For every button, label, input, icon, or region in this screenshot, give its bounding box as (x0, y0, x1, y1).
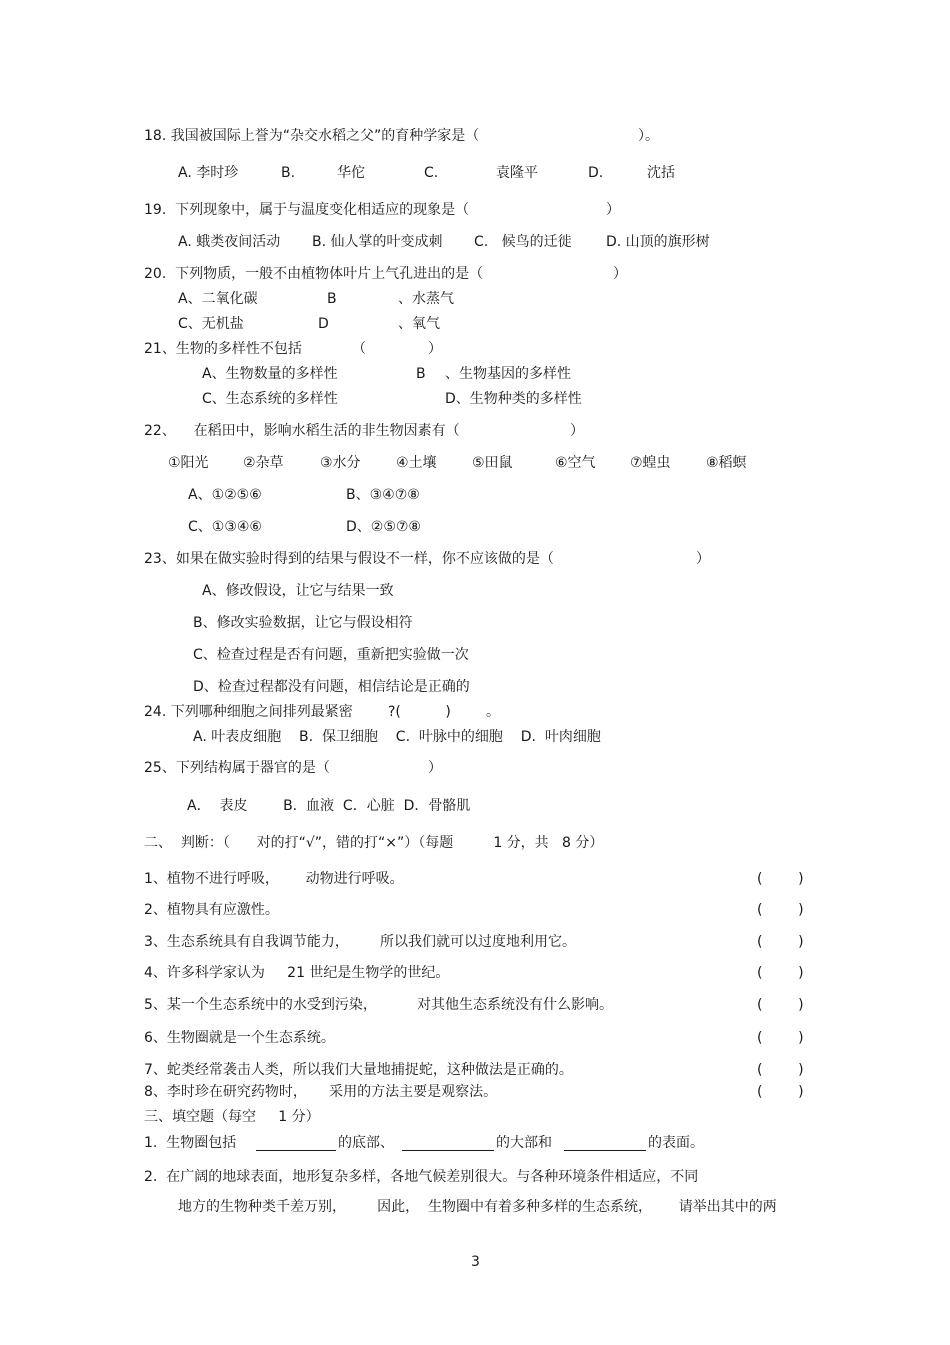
q22-option-c: C、①③④⑥ (188, 519, 262, 535)
q21-option-b-key: B (416, 366, 426, 382)
q23-option-b: B、修改实验数据，让它与假设相符 (193, 615, 413, 631)
q18-option-a: A. 李时珍 (178, 165, 239, 181)
q19-option-d: D. 山顶的旗形树 (606, 234, 710, 250)
q23-option-d: D、检查过程都没有问题，相信结论是正确的 (193, 679, 470, 695)
judge-answer-paren: ( ) (757, 1030, 804, 1046)
fill-q1-part-4: 的表面。 (648, 1135, 704, 1151)
q22-item: ③水分 (320, 455, 361, 471)
q23-option-a: A、修改假设，让它与结果一致 (202, 583, 394, 599)
q18-option-d-key: D. (588, 165, 604, 181)
judge-item: 3、生态系统具有自我调节能力， 所以我们就可以过度地利用它。 (144, 934, 577, 950)
q22-item: ①阳光 (168, 455, 209, 471)
q24-options: A. 叶表皮细胞 B. 保卫细胞 C. 叶脉中的细胞 D. 叶肉细胞 (193, 729, 601, 745)
fill-q1-part-2: 的底部、 (338, 1135, 394, 1151)
q24-stem: 24. 下列哪种细胞之间排列最紧密 (144, 704, 353, 720)
q24-period: 。 (486, 704, 500, 720)
q22-option-d: D、②⑤⑦⑧ (346, 519, 421, 535)
q18-option-d-value: 沈括 (647, 165, 675, 181)
q25-stem: 25、下列结构属于器官的是（ (144, 760, 330, 776)
section-3-title: 三、填空题（每空 1 分） (144, 1109, 320, 1125)
judge-item: 8、李时珍在研究药物时， 采用的方法主要是观察法。 (144, 1084, 498, 1100)
q21-open: （ (352, 341, 366, 357)
q20-option-b-value: 、水蒸气 (398, 291, 454, 307)
q22-close: ） (570, 423, 584, 439)
q20-close: ） (613, 266, 627, 282)
q18-stem: 18. 我国被国际上誉为“杂交水稻之父”的育种学家是（ (144, 128, 480, 144)
q21-option-a: A、生物数量的多样性 (202, 366, 338, 382)
q19-option-b: B. 仙人掌的叶变成刺 (312, 234, 443, 250)
q21-option-c: C、生态系统的多样性 (202, 391, 338, 407)
q18-option-c-key: C. (424, 165, 439, 181)
q19-stem: 19. 下列现象中，属于与温度变化相适应的现象是（ (144, 202, 470, 218)
judge-item: 6、生物圈就是一个生态系统。 (144, 1030, 335, 1046)
q20-option-c: C、无机盐 (178, 316, 244, 332)
page-number: 3 (471, 1254, 480, 1270)
judge-item: 1、植物不进行呼吸， 动物进行呼吸。 (144, 871, 404, 887)
q18-option-c-value: 袁隆平 (496, 165, 538, 181)
fill-q2-line-2: 地方的生物种类千差万别， 因此， 生物圈中有着多种多样的生态系统， 请举出其中的两 (178, 1199, 777, 1215)
q18-option-b-value: 华佗 (337, 165, 365, 181)
q19-option-a: A. 蛾类夜间活动 (178, 234, 281, 250)
q21-close: ） (428, 341, 442, 357)
q22-option-b: B、③④⑦⑧ (346, 487, 420, 503)
fill-q2-line-1: 2. 在广阔的地球表面，地形复杂多样，各地气候差别很大。与各种环境条件相适应，不同 (144, 1169, 699, 1185)
q20-option-a: A、二氧化碳 (178, 291, 258, 307)
q25-options: A． 表皮 B. 血液 C．心脏 D．骨骼肌 (187, 798, 471, 814)
fill-q1-part-3: 的大部和 (496, 1135, 552, 1151)
q22-stem: 22、 在稻田中，影响水稻生活的非生物因素有（ (144, 423, 460, 439)
fill-q1-part-1: 1. 生物圈包括 (144, 1135, 237, 1151)
q20-stem: 20. 下列物质，一般不由植物体叶片上气孔进出的是（ (144, 266, 484, 282)
q22-item: ⑤田鼠 (472, 455, 513, 471)
judge-answer-paren: ( ) (757, 1084, 804, 1100)
q21-option-d: D、生物种类的多样性 (445, 391, 582, 407)
q19-close: ） (606, 202, 620, 218)
q21-stem: 21、生物的多样性不包括 (144, 341, 302, 357)
q22-item: ②杂草 (243, 455, 284, 471)
q22-option-a: A、①②⑤⑥ (188, 487, 262, 503)
q18-option-b-key: B. (281, 165, 296, 181)
judge-answer-paren: ( ) (757, 997, 804, 1013)
q22-item: ⑧稻螟 (706, 455, 747, 471)
q23-stem: 23、如果在做实验时得到的结果与假设不一样，你不应该做的是（ (144, 551, 554, 567)
judge-answer-paren: ( ) (757, 965, 804, 981)
judge-item: 7、蛇类经常袭击人类，所以我们大量地捕捉蛇，这种做法是正确的。 (144, 1062, 573, 1078)
q22-item: ④土壤 (396, 455, 437, 471)
q19-option-c: C. 候鸟的迁徙 (474, 234, 572, 250)
judge-item: 5、某一个生态系统中的水受到污染， 对其他生态系统没有什么影响。 (144, 997, 613, 1013)
fill-blank[interactable] (256, 1150, 336, 1151)
judge-answer-paren: ( ) (757, 902, 804, 918)
judge-item: 2、植物具有应激性。 (144, 902, 279, 918)
q22-item: ⑥空气 (555, 455, 596, 471)
q20-option-b-key: B (327, 291, 337, 307)
q23-close: ） (696, 551, 710, 567)
q22-item: ⑦蝗虫 (630, 455, 671, 471)
fill-blank[interactable] (564, 1150, 646, 1151)
q18-close: ）。 (638, 128, 659, 144)
q24-answer-paren: ?( ) (388, 704, 451, 720)
judge-item: 4、许多科学家认为 21 世纪是生物学的世纪。 (144, 965, 450, 981)
q21-option-b-value: 、生物基因的多样性 (445, 366, 571, 382)
q20-option-d-value: 、氧气 (398, 316, 440, 332)
q25-close: ） (428, 760, 442, 776)
fill-blank[interactable] (402, 1150, 494, 1151)
q23-option-c: C、检查过程是否有问题，重新把实验做一次 (193, 647, 469, 663)
q20-option-d-key: D (318, 316, 329, 332)
judge-answer-paren: ( ) (757, 1062, 804, 1078)
judge-answer-paren: ( ) (757, 934, 804, 950)
section-2-title: 二、 判断：（ 对的打“√”，错的打“×”）（每题 1 分，共 8 分） (144, 835, 604, 851)
judge-answer-paren: ( ) (757, 871, 804, 887)
